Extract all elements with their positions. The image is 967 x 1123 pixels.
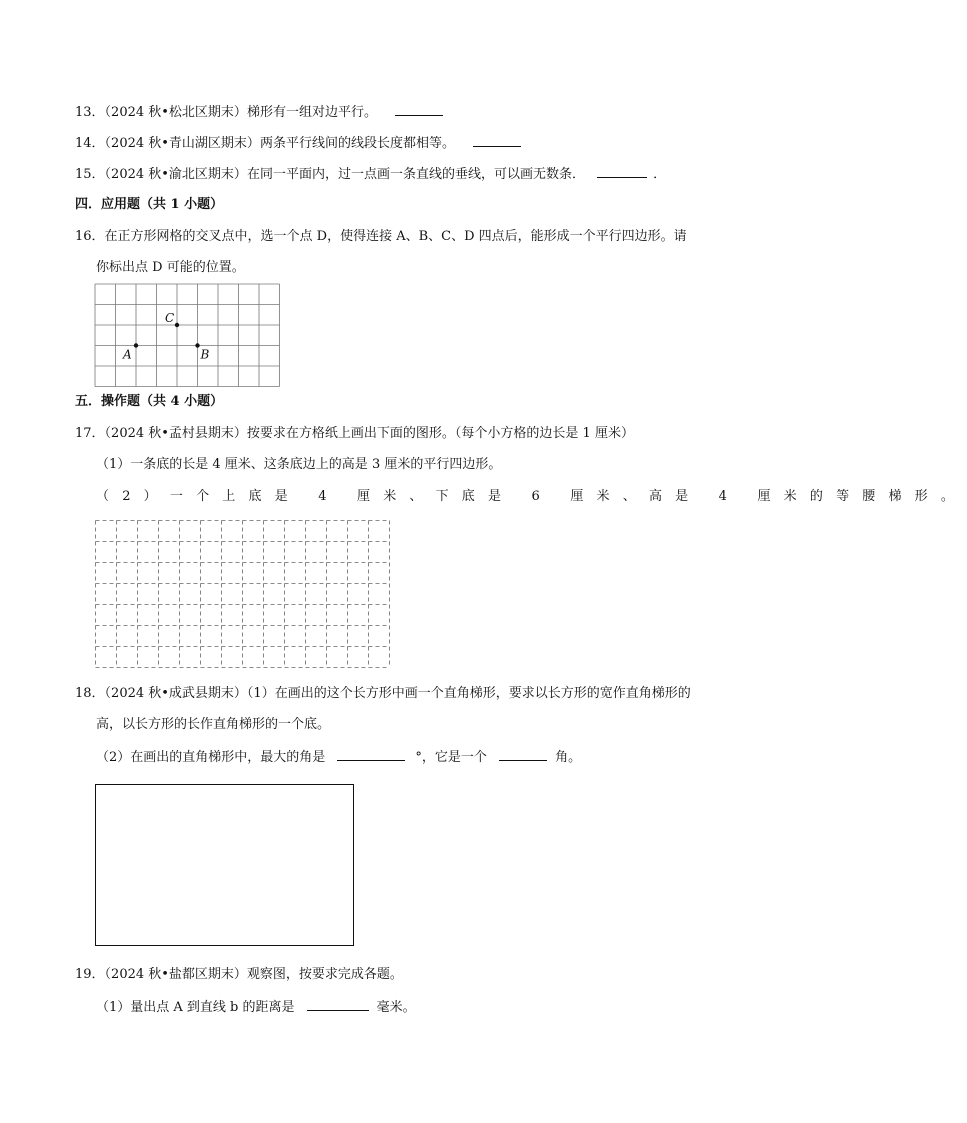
section-heading: 四．应用题（共 1 小题） [75,197,224,212]
question-17-part1: （1）一条底的长是 4 厘米、这条底边上的高是 3 厘米的平行四边形。 [96,457,502,472]
question-17-part2: （2）一个上底是 4 厘米、下底是 6 厘米、高是 4 厘米的等腰梯形。 [96,489,967,504]
dashed-grid-paper[interactable] [95,520,391,668]
point-a [134,343,138,347]
question-15 [75,165,666,184]
rectangle-figure[interactable] [95,784,354,946]
section-heading: 五．操作题（共 4 小题） [75,394,224,409]
question-18-part2 [96,748,581,767]
angle-type-blank[interactable] [499,748,547,761]
part-text: °，它是一个 [415,750,487,765]
question-number: 15． [75,167,105,182]
point-label: A [123,347,132,362]
point-label: C [165,311,175,325]
part-text: 角。 [555,750,582,765]
question-text: 两条平行线间的线段长度都相等。 [259,136,455,151]
point-b [195,343,199,347]
part-text: （1）量出点 A 到直线 b 的距离是 [96,1000,295,1015]
part-text: 毫米。 [376,1000,416,1015]
question-19-line1: 19．（2024 秋•盐都区期末）观察图，按要求完成各题。 [75,967,403,982]
question-number: 13． [75,105,105,120]
question-source: （2024 秋•青山湖区期末） [104,136,260,151]
question-13 [75,103,449,122]
point-c [175,323,179,327]
question-number: 14． [75,136,105,151]
question-18-line2: 高，以长方形的长作直角梯形的一个底。 [96,717,331,732]
question-text: 在同一平面内，过一点画一条直线的垂线，可以画无数条． [246,167,585,182]
question-source: （2024 秋•松北区期末） [104,105,247,120]
question-16-line1: 16．在正方形网格的交叉点中，选一个点 D，使得连接 A、B、C、D 四点后，能形成一个平行四边形。请 [75,229,687,244]
question-tail: ． [653,167,667,182]
question-16-line2: 你标出点 D 可能的位置。 [96,260,245,275]
question-source: （2024 秋•渝北区期末） [104,167,247,182]
question-17-line1: 17．（2024 秋•孟村县期末）按要求在方格纸上画出下面的图形。（每个小方格的边长是 1 厘米） [75,426,634,441]
answer-blank[interactable] [473,134,521,147]
answer-blank[interactable] [395,103,443,116]
question-19-part1 [96,998,416,1017]
part-text: （2）在画出的直角梯形中，最大的角是 [96,750,326,765]
answer-blank[interactable] [597,165,647,178]
square-grid-figure [94,283,280,385]
question-14 [75,134,527,153]
distance-answer-blank[interactable] [307,998,369,1011]
point-label: B [200,347,210,362]
question-text: 梯形有一组对边平行。 [246,105,377,120]
angle-answer-blank[interactable] [337,748,405,761]
question-18-line1: 18．（2024 秋•成武县期末）（1）在画出的这个长方形中画一个直角梯形，要求以长方形的宽作直角梯形的 [75,686,691,701]
